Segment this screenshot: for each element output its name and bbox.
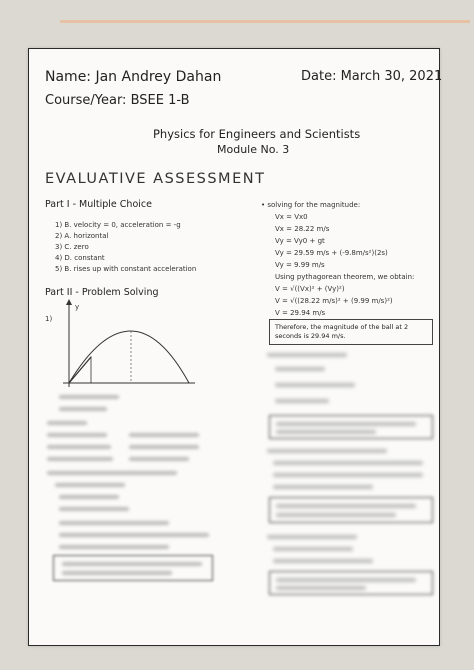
answer-1: 1) B. velocity = 0, acceleration = -g	[55, 221, 181, 229]
step-8: V = √((28.22 m/s)² + (9.99 m/s)²)	[275, 297, 393, 305]
section-title: EVALUATIVE ASSESSMENT	[45, 171, 266, 187]
answer-4: 4) D. constant	[55, 254, 105, 262]
part2-heading: Part II - Problem Solving	[45, 287, 159, 298]
magnitude-heading: • solving for the magnitude:	[261, 201, 361, 209]
answer-2: 2) A. horizontal	[55, 232, 109, 240]
student-name: Name: Jan Andrey Dahan	[45, 69, 222, 85]
step-1: Vx = Vx0	[275, 213, 308, 221]
step-9: V = 29.94 m/s	[275, 309, 326, 317]
module-number: Module No. 3	[217, 143, 290, 156]
conclusion-box: Therefore, the magnitude of the ball at 2 seconds is 29.94 m/s.	[269, 319, 433, 345]
problem-number: 1)	[45, 315, 53, 323]
step-4: Vy = 29.59 m/s + (-9.8m/s²)(2s)	[275, 249, 388, 257]
subject-title: Physics for Engineers and Scientists	[153, 127, 361, 141]
part1-heading: Part I - Multiple Choice	[45, 199, 152, 210]
course-year: Course/Year: BSEE 1-B	[45, 93, 190, 108]
step-3: Vy = Vy0 + gt	[275, 237, 325, 245]
worksheet-page	[28, 48, 443, 646]
step-2: Vx = 28.22 m/s	[275, 225, 330, 233]
answer-5: 5) B. rises up with constant acceleration	[55, 265, 197, 273]
y-axis-label: y	[75, 303, 80, 311]
step-6: Using pythagorean theorem, we obtain:	[275, 273, 415, 281]
date: Date: March 30, 2021	[301, 69, 443, 84]
step-5: Vy = 9.99 m/s	[275, 261, 325, 269]
step-7: V = √((Vx)² + (Vy)²)	[275, 285, 345, 293]
trajectory-diagram	[39, 297, 199, 389]
answer-3: 3) C. zero	[55, 243, 89, 251]
top-edge-mark	[60, 20, 470, 23]
